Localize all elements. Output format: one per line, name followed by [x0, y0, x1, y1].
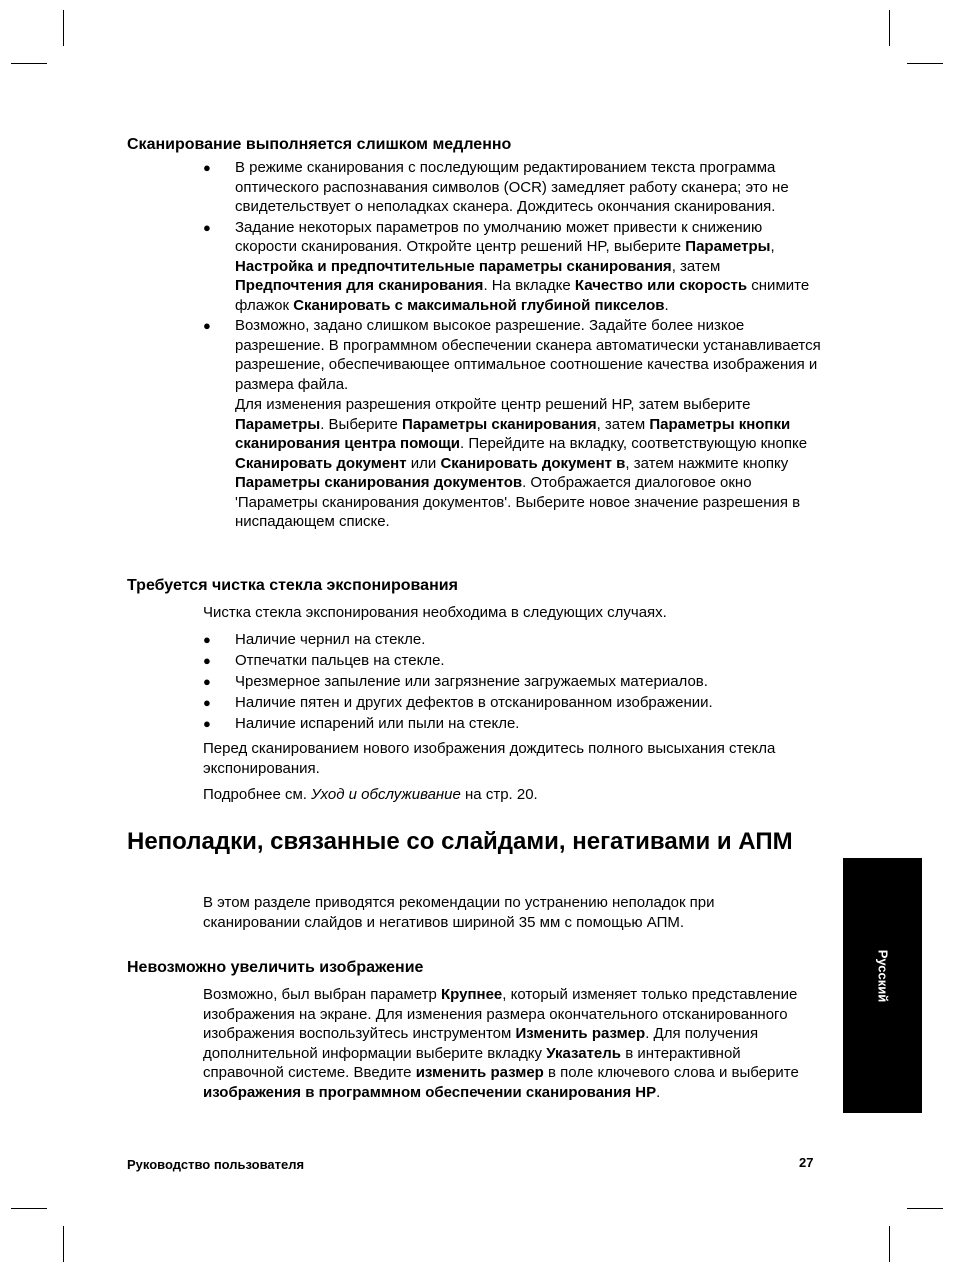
crop-mark	[11, 1208, 47, 1209]
glass-cleaning-note: Перед сканированием нового изображения дождитесь полного высыхания стекла экспонирования.	[203, 740, 776, 777]
crop-mark	[889, 1226, 890, 1262]
crop-mark	[63, 10, 64, 46]
cannot-enlarge-text: Возможно, был выбран параметр Крупнее, который изменяет только представление изображения на экране. Для изменения размера окончательного отсканированного изображения воспользуйтесь инструментом Изменить размер. Для получения дополнительной информации выберите вкладку Указатель в интерактивной справочной системе. Введите изменить размер в поле ключевого слова и выберите изображения в программном обеспечении сканирования HP.	[203, 986, 799, 1101]
language-label: Русский	[875, 949, 890, 1003]
bullet-icon: ●	[203, 219, 211, 235]
list-item: ● Наличие пятен и других дефектов в отсканированном изображении.	[203, 694, 713, 711]
list-item: ● Наличие испарений или пыли на стекле.	[203, 715, 520, 732]
bullet-icon: ●	[203, 653, 211, 668]
bullet-icon: ●	[203, 674, 211, 689]
list-item: ● В режиме сканирования с последующим редактированием текста программа оптического распознавания символов (OCR) замедляет работу сканера; это не свидетельствует о неполадках сканера. Дождитесь окончания сканирования.	[203, 159, 789, 215]
list-item: ● Чрезмерное запыление или загрязнение загружаемых материалов.	[203, 673, 708, 690]
glass-cleaning-intro: Чистка стекла экспонирования необходима в следующих случаях.	[203, 604, 667, 621]
language-side-tab	[843, 858, 922, 1113]
bullet-icon: ●	[203, 695, 211, 710]
footer-title: Руководство пользователя	[127, 1157, 305, 1172]
section-heading-cannot-enlarge: Невозможно увеличить изображение	[127, 959, 424, 976]
list-item: ● Отпечатки пальцев на стекле.	[203, 652, 445, 669]
slow-scan-list	[203, 158, 823, 533]
bullet-icon: ●	[203, 318, 211, 333]
page-number: 27	[799, 1155, 814, 1170]
bullet-icon: ●	[203, 716, 211, 731]
section-heading-glass-cleaning: Требуется чистка стекла экспонирования	[127, 577, 458, 594]
crop-mark	[907, 1208, 943, 1209]
list-item: ● Возможно, задано слишком высокое разрешение. Задайте более низкое разрешение. В программном обеспечении сканера автоматически устанавливается разрешение, обеспечивающее оптимальное соотношение качества изображения и размера файла. Для изменения разрешения откройте центр решений HP, затем выберите Параметры. Выберите Параметры сканирования, затем Параметры кнопки сканирования центра помощи. Перейдите на вкладку, соответствующую кнопке Сканировать документ или Сканировать документ в, затем нажмите кнопку Параметры сканирования документов. Отображается диалоговое окно 'Параметры сканирования документов'. Выберите новое значение разрешения в ниспадающем списке.	[203, 317, 821, 530]
slides-intro: В этом разделе приводятся рекомендации по устранению неполадок при сканировании слайдов и негативов шириной 35 мм с помощью АПМ.	[203, 894, 715, 931]
see-also-link[interactable]: Уход и обслуживание	[311, 786, 461, 803]
list-item: ● Задание некоторых параметров по умолчанию может привести к снижению скорости сканирования. Откройте центр решений HP, выберите Параметры, Настройка и предпочтительные параметры сканирования, затем Предпочтения для сканирования. На вкладке Качество или скорость снимите флажок Сканировать с максимальной глубиной пикселов.	[203, 218, 810, 314]
chapter-heading-slides-negatives: Неполадки, связанные со слайдами, негативами и АПМ	[127, 828, 793, 855]
section-heading-slow-scan: Сканирование выполняется слишком медленно	[127, 136, 512, 153]
see-also-reference: Подробнее см. Уход и обслуживание на стр. 20.	[203, 786, 538, 803]
bullet-icon: ●	[203, 160, 211, 175]
crop-mark	[11, 63, 47, 64]
crop-mark	[889, 10, 890, 46]
crop-mark	[63, 1226, 64, 1262]
list-item: ● Наличие чернил на стекле.	[203, 631, 426, 648]
bullet-icon: ●	[203, 632, 211, 647]
crop-mark	[907, 63, 943, 64]
glass-cleaning-list	[203, 630, 823, 734]
